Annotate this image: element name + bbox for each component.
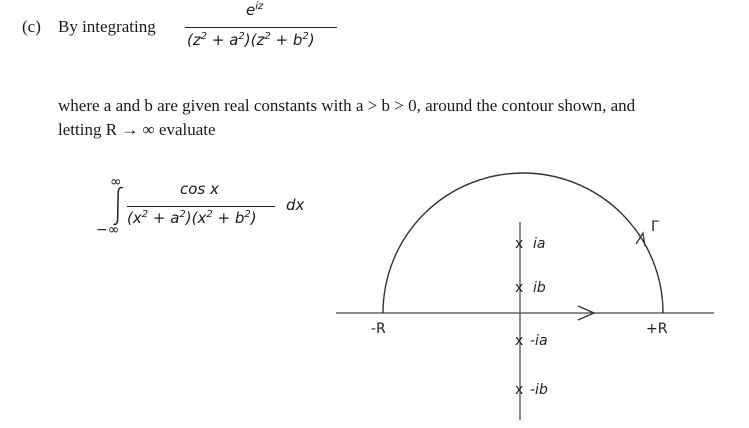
- den-part: ): [308, 31, 315, 49]
- pole-marker: x: [515, 236, 524, 252]
- integral-numerator: cos x: [180, 180, 219, 198]
- integrand-exponent: iz: [255, 1, 264, 12]
- pole-label: ib: [533, 280, 546, 296]
- paragraph-line-2: letting R → ∞ evaluate: [58, 120, 216, 139]
- den-part: )(x: [185, 209, 207, 227]
- integral-upper-limit: ∞: [110, 174, 122, 190]
- den-exp: 2: [200, 31, 208, 42]
- den-exp: 2: [179, 209, 186, 220]
- pole-label: -ib: [530, 382, 548, 398]
- den-exp: 2: [141, 209, 149, 220]
- den-exp: 2: [264, 31, 271, 42]
- den-part: + b: [212, 209, 245, 227]
- left-endpoint-label: -R: [371, 321, 386, 337]
- pole-marker: x: [515, 280, 524, 296]
- den-part: ): [250, 209, 257, 227]
- integral-lower-limit: −∞: [96, 222, 120, 238]
- den-exp: 2: [206, 209, 213, 220]
- den-part: )(z: [244, 31, 265, 49]
- arc-arrow-icon: [636, 233, 645, 246]
- integrand-base: e: [246, 1, 256, 19]
- integral-differential: dx: [286, 196, 305, 214]
- pole-marker: x: [515, 333, 524, 349]
- den-exp: 2: [238, 31, 245, 42]
- den-exp: 2: [244, 209, 251, 220]
- den-part: (z: [187, 31, 201, 49]
- den-part: + b: [270, 31, 303, 49]
- right-endpoint-label: +R: [646, 321, 668, 337]
- pole-marker: x: [515, 382, 524, 398]
- intro-text: By integrating: [58, 17, 156, 36]
- part-label: (c): [22, 17, 41, 36]
- contour-label: Γ: [651, 219, 659, 235]
- pole-label: ia: [533, 236, 546, 252]
- den-part: + a: [148, 209, 180, 227]
- den-part: (x: [127, 209, 142, 227]
- paragraph-line-1: where a and b are given real constants with a > b > 0, around the contour shown, and: [58, 96, 636, 115]
- den-part: + a: [207, 31, 239, 49]
- den-exp: 2: [302, 31, 309, 42]
- pole-label: -ia: [530, 333, 548, 349]
